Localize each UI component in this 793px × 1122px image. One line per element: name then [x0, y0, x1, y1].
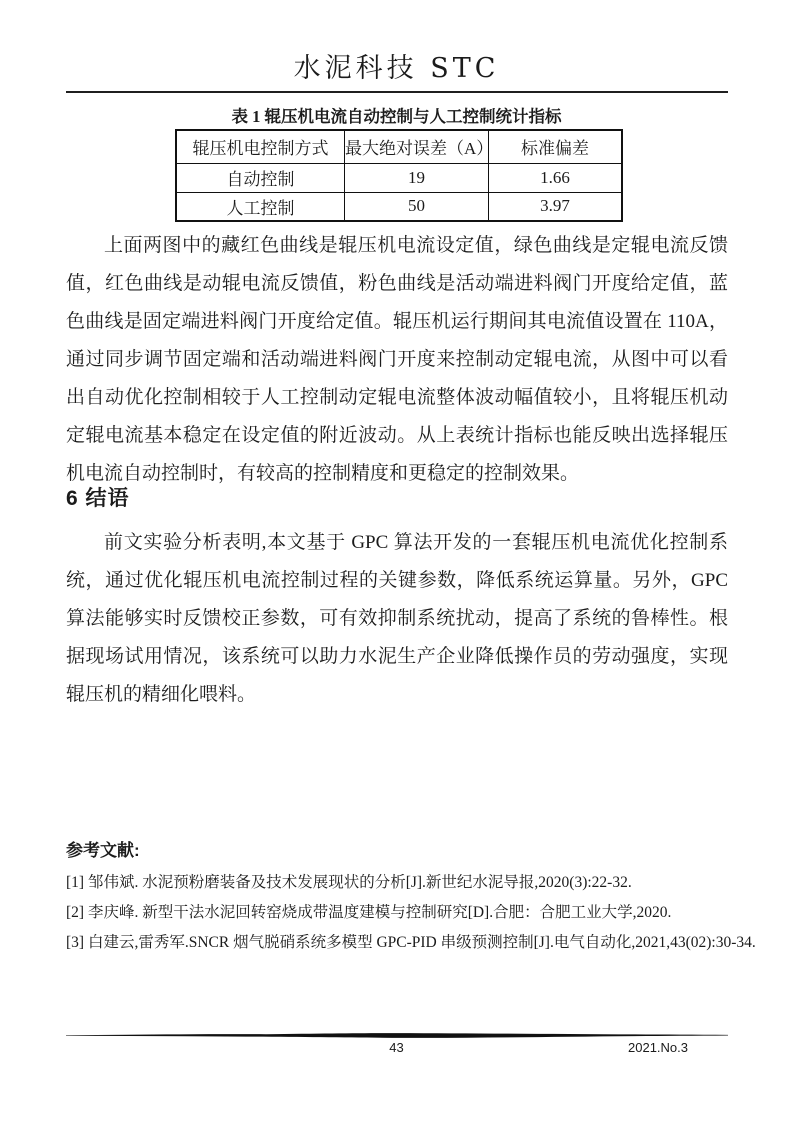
references-heading: 参考文献:: [66, 841, 140, 860]
table-header-cell-std-dev: 标准偏差: [489, 130, 623, 163]
table-cell: 自动控制: [176, 163, 345, 192]
page-number: 43: [389, 1040, 404, 1055]
table-header-row: [176, 130, 622, 163]
references-section: [66, 836, 756, 958]
footer-rule: [66, 1032, 728, 1039]
stats-table: [175, 129, 623, 222]
table-cell: 1.66: [489, 163, 623, 192]
reference-item: [1] 邹伟斌. 水泥预粉磨装备及技术发展现状的分析[J].新世纪水泥导报,2020(3):22-32.: [66, 874, 632, 891]
table-cell: 人工控制: [176, 192, 345, 221]
reference-item: [3] 白建云,雷秀军.SNCR 烟气脱硝系统多模型 GPC-PID 串级预测控制[J].电气自动化,2021,43(02):30-34.: [66, 934, 756, 951]
table-cell: 50: [345, 192, 489, 221]
table-row-auto-control: [176, 163, 622, 192]
header-rule: [66, 91, 728, 93]
journal-title: 水泥科技 STC: [293, 53, 500, 84]
body-paragraph-1: 上面两图中的藏红色曲线是辊压机电流设定值，绿色曲线是定辊电流反馈值，红色曲线是动辊电流反馈值，粉色曲线是活动端进料阀门开度给定值，蓝色曲线是固定端进料阀门开度给定值。辊压机运行期间其电流值设置在 110A，通过同步调节固定端和活动端进料阀门开度来控制动定辊电流，从图中可以看出自动优化控制相较于人工控制动定辊电流整体波动幅值较小，且将辊压机动定辊电流基本稳定在设定值的附近波动。从上表统计指标也能反映出选择辊压机电流自动控制时，有较高的控制精度和更稳定的控制效果。: [66, 235, 728, 484]
body-paragraph-2: 前文实验分析表明,本文基于 GPC 算法开发的一套辊压机电流优化控制系统，通过优化辊压机电流控制过程的关键参数，降低系统运算量。另外，GPC 算法能够实时反馈校正参数，可有效抑制系统扰动，提高了系统的鲁棒性。根据现场试用情况，该系统可以助力水泥生产企业降低操作员的劳动强度，实现辊压机的精细化喂料。: [66, 532, 728, 705]
table-caption: 表 1 辊压机电流自动控制与人工控制统计指标: [231, 107, 562, 126]
table-header-cell-max-abs-error: 最大绝对误差（A）: [345, 130, 489, 163]
table-header-cell-control-mode: 辊压机电控制方式: [176, 130, 345, 163]
table-cell: 3.97: [489, 192, 623, 221]
issue-label: 2021.No.3: [628, 1040, 688, 1055]
table-cell: 19: [345, 163, 489, 192]
table-row-manual-control: [176, 192, 622, 221]
reference-item: [2] 李庆峰. 新型干法水泥回转窑烧成带温度建模与控制研究[D].合肥：合肥工业大学,2020.: [66, 904, 672, 921]
section-heading-conclusion: 6 结语: [66, 487, 130, 510]
